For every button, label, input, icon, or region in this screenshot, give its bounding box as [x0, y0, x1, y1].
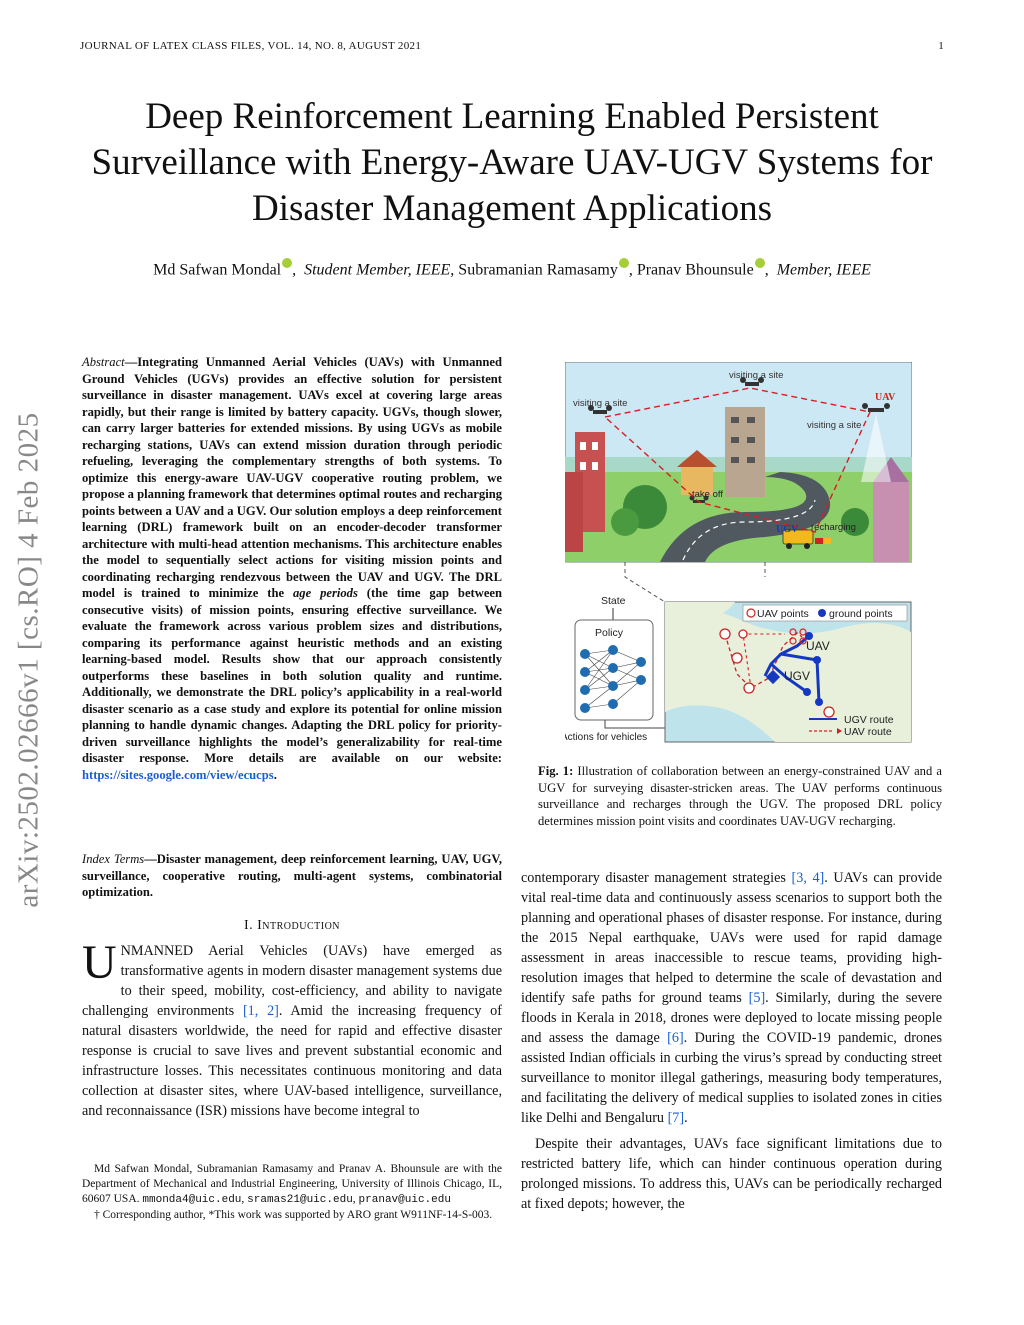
text-run: contemporary disaster management strategies — [521, 870, 792, 886]
paragraph: Despite their advantages, UAVs face significant limitations due to restricted battery life, which can hinder continuous operation during prolonged missions. To address this, UAVs can be periodically recharged at fixed depots; however, the — [521, 1136, 942, 1212]
abstract-label: Abstract — [82, 355, 125, 369]
drop-cap: U — [82, 936, 117, 989]
orcid-icon[interactable] — [619, 258, 629, 268]
text-run: . Similarly, during the severe floods in Kerala in 2018, drones were deployed to locate missing people and assess the damage — [521, 990, 943, 1046]
website-link[interactable]: https://sites.google.com/view/ecucps — [82, 767, 274, 782]
orcid-icon[interactable] — [755, 258, 765, 268]
figure-1 — [565, 362, 912, 744]
figure-illustration — [565, 362, 912, 744]
abstract-end: . — [273, 767, 277, 782]
legend-ugv-route: UGV route — [844, 714, 894, 726]
figure-caption — [538, 763, 942, 829]
legend-uav-points: UAV points — [757, 608, 809, 620]
caption-label: Fig. 1: — [538, 764, 574, 778]
running-header — [80, 40, 944, 52]
author-role: Student Member, IEEE — [304, 261, 451, 279]
right-column-text — [521, 868, 942, 1214]
abstract-emphasis: age periods — [292, 586, 358, 600]
intro-text: . Amid the increasing frequency of natural disasters worldwide, the need for rapid and effective disaster response is crucial to save lives and prevent substantial economic and infrastructure losses. This necessitates continuous monitoring and data collection at disaster sites, where UAV-based intelligence, surveillance, and reconnaissance (ISR) missions have become integral to — [82, 1003, 502, 1119]
author-role: Member, IEEE — [776, 261, 871, 279]
citation-link[interactable]: [3, 4] — [791, 870, 825, 886]
legend-uav-route: UAV route — [844, 726, 892, 738]
abstract-text: —Integrating Unmanned Aerial Vehicles (UAVs) with Unmanned Ground Vehicles (UGVs) provides an effective solution for persistent surveillance in disaster management. UAVs excel at covering large areas rapidly, but their range is limited by battery capacity. UGVs, though slower, can carry larger batteries for extended missions. By using UGVs as mobile recharging stations, UAVs can extend mission duration through periodic refueling, leveraging the complementary strengths of both systems. To optimize this energy-aware UAV-UGV cooperative routing problem, we propose a planning framework that determines optimal routes and recharging points between a UAV and a UGV. Our solution employs a deep reinforcement learning (DRL) framework built on an encoder-decoder transformer architecture with multi-head attention mechanisms. This architecture enables the model to sequentially select actions for visiting mission points and coordinating recharging rendezvous between the UAV and UGV. The DRL model is trained to minimize the — [82, 355, 502, 600]
author-name: Md Safwan Mondal — [153, 261, 282, 279]
email-link[interactable]: sramas21@uic.edu — [247, 1194, 353, 1206]
label-takeoff: take off — [692, 489, 723, 500]
abstract-text: (the time gap between consecutive visits) of mission points, ensuring effective surveillance. We evaluate the framework across various problem sizes and distributions, comparing its performance against heuristic methods and an existing learning-based model. Results show that our approach consistently outperforms these baselines in both solution quality and runtime. Additionally, we demonstrate the DRL policy’s applicability in a real-world disaster scenario as a case study and explore its potential for online mission planning to handle dynamic changes. Adapting the DRL policy for priority-driven surveillance highlights the model’s generalizability for real-time disaster response. More details are available on our website: — [82, 586, 503, 765]
intro-paragraph — [82, 936, 502, 1121]
label-policy: Policy — [595, 627, 624, 639]
separator: , — [241, 1193, 248, 1205]
citation-link[interactable]: [1, 2] — [242, 1003, 279, 1019]
section-title: Introduction — [257, 918, 341, 933]
email-link[interactable]: pranav@uic.edu — [358, 1194, 451, 1206]
paragraph — [521, 868, 942, 1128]
page-number: 1 — [938, 40, 944, 52]
separator: , — [352, 1193, 359, 1205]
disaster-scene — [565, 362, 912, 562]
legend-ground-points: ground points — [829, 608, 893, 620]
section-number: I. — [243, 918, 254, 933]
arxiv-stamp — [6, 360, 52, 960]
text-run: . UAVs can provide vital real-time data and continuously assess scenarios to support both the planning and operational phases of disaster response. For instance, during the 2015 Nepal earthquake, UAVs were used for rapid damage assessment in areas inaccessible to rescue teams, providing high-resolution images that helped to determine the scale of devastation and identify safe paths for ground teams — [521, 870, 942, 1006]
label-recharging: recharging — [811, 522, 856, 533]
footnote — [82, 1162, 502, 1223]
label-visiting-site: visiting a site — [573, 398, 628, 409]
label-visiting-site: visiting a site — [807, 420, 862, 431]
label-actions: Actions for vehicles — [565, 732, 648, 743]
index-terms-text: —Disaster management, deep reinforcement learning, UAV, UGV, surveillance, cooperative routing, multi-agent systems, combinatorial optimization. — [82, 852, 502, 899]
citation-link[interactable]: [6] — [667, 1030, 684, 1046]
citation-link[interactable]: [5] — [748, 990, 766, 1006]
paper-title: Deep Reinforcement Learning Enabled Persistent Surveillance with Energy-Aware UAV-UGV Systems for Disaster Management Applications — [91, 96, 933, 229]
text-run: . During the COVID-19 pandemic, drones assisted Indian officials in curbing the virus’s spread by conducting street surveillance to monitor illegal gatherings, measuring body temperatures, and facilitating the delivery of medical supplies to isolated zones in cities like Delhi and Bengaluru — [521, 1030, 942, 1126]
affiliation-text: Md Safwan Mondal, Subramanian Ramasamy and Pranav A. Bhounsule are with the Department of Mechanical and Industrial Engineering, University of Illinois Chicago, IL, 60607 USA. — [82, 1163, 502, 1205]
funding-note: † Corresponding author, *This work was supported by ARO grant W911NF-14-S-003. — [94, 1209, 493, 1221]
label-uav: UAV — [875, 392, 896, 403]
map-label-uav: UAV — [806, 639, 830, 653]
label-ugv: UGV — [776, 524, 799, 535]
affiliation-note — [82, 1162, 502, 1208]
author-name: Subramanian Ramasamy — [458, 261, 618, 279]
author-list: Md Safwan Mondal , Student Member, IEEE, Subramanian Ramasamy , Pranav Bhounsule , Member, IEEE — [60, 258, 964, 279]
arxiv-id: arXiv:2502.02666v1 [cs.RO] 4 Feb 2025 — [12, 412, 45, 908]
section-heading — [82, 918, 502, 934]
author-name: Pranav Bhounsule — [636, 261, 754, 279]
map-label-ugv: UGV — [784, 669, 811, 683]
intro-text: NMANNED Aerial Vehicles (UAVs) have emerged as transformative agents in modern disaster management systems due to their speed, mobility, cost-efficiency, and ability to navigate challenging environments — [82, 943, 502, 1019]
index-terms — [82, 851, 502, 901]
caption-text: Illustration of collaboration between an energy-constrained UAV and a UGV for surveying disaster-stricken areas. The UAV performs continuous surveillance and recharges through the UGV. The proposed DRL policy determines mission point visits and coordinates UAV-UGV recharging. — [538, 764, 942, 828]
abstract — [82, 354, 502, 783]
label-state: State — [601, 595, 626, 607]
label-visiting-site: visiting a site — [729, 370, 784, 381]
email-link[interactable]: mmonda4@uic.edu — [142, 1194, 242, 1206]
text-run: . — [684, 1110, 688, 1126]
citation-link[interactable]: [7] — [667, 1110, 685, 1126]
index-terms-label: Index Terms — [82, 852, 145, 866]
orcid-icon[interactable] — [282, 258, 292, 268]
journal-name: JOURNAL OF LATEX CLASS FILES, VOL. 14, NO. 8, AUGUST 2021 — [80, 40, 422, 52]
